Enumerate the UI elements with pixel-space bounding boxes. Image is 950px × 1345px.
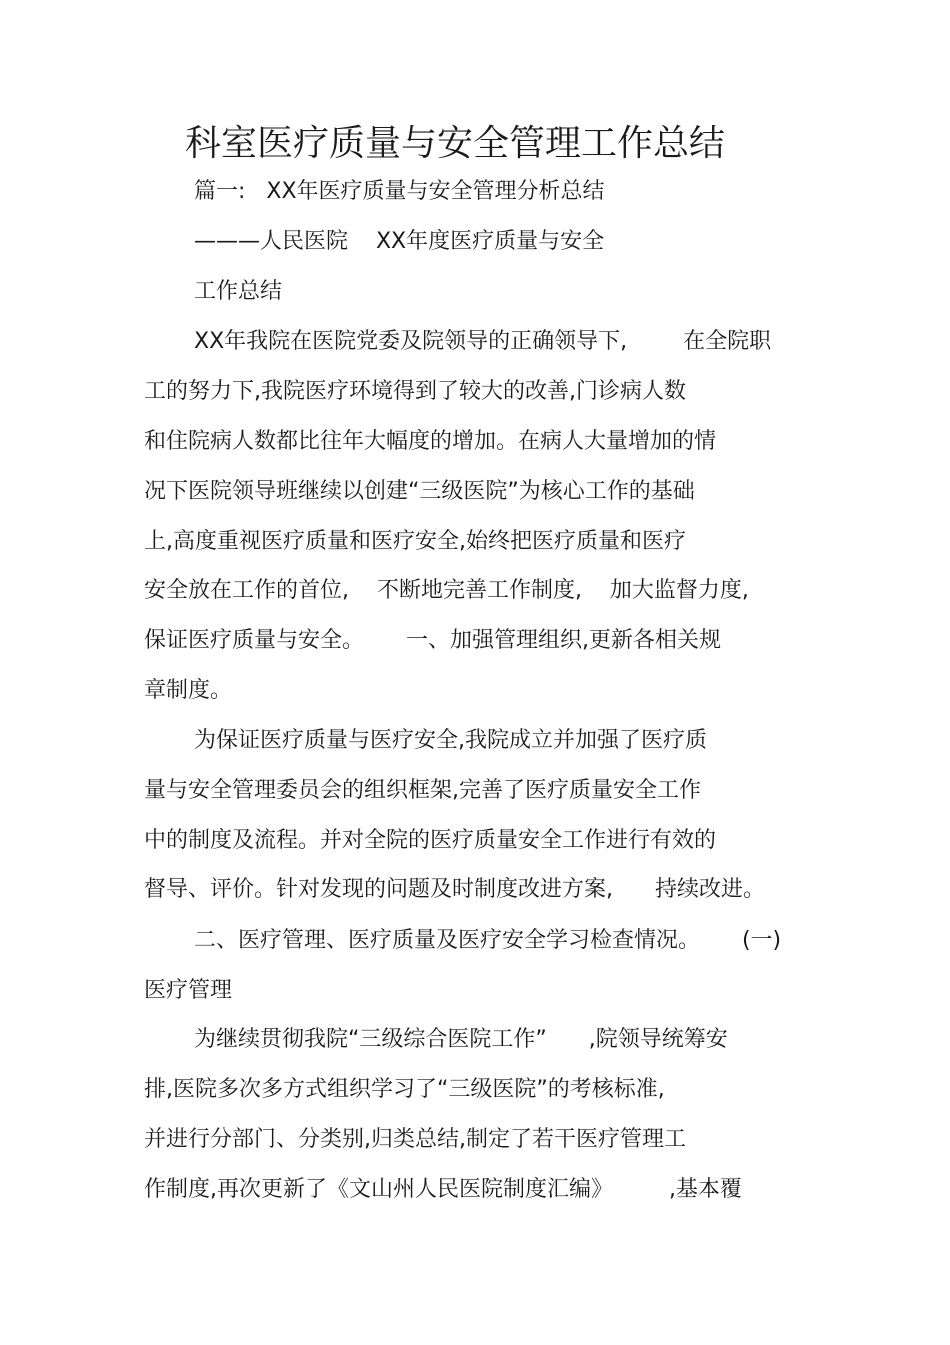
text-line: 排,医院多次多方式组织学习了“三级医院”的考核标准, xyxy=(144,1077,665,1102)
text-line: 保证医疗质量与安全。 一、加强管理组织,更新各相关规 xyxy=(144,628,721,653)
text-line: 工作总结 xyxy=(194,279,283,304)
text-line: 上,高度重视医疗质量和医疗安全,始终把医疗质量和医疗 xyxy=(144,529,686,554)
text-line: 量与安全管理委员会的组织框架,完善了医疗质量安全工作 xyxy=(144,778,701,803)
text-line: 作制度,再次更新了《文山州人民医院制度汇编》 ,基本覆 xyxy=(144,1177,742,1202)
text-line: 和住院病人数都比往年大幅度的增加。在病人大量增加的情 xyxy=(144,429,717,454)
text-line: 况下医院领导班继续以创建“三级医院”为核心工作的基础 xyxy=(144,479,695,504)
text-line: 二、医疗管理、医疗质量及医疗安全学习检查情况。 (一) xyxy=(194,928,782,953)
text-line: XX年我院在医院党委及院领导的正确领导下, 在全院职 xyxy=(194,329,772,354)
text-line: 安全放在工作的首位, 不断地完善工作制度, 加大监督力度, xyxy=(144,578,749,603)
text-line: 督导、评价。针对发现的问题及时制度改进方案, 持续改进。 xyxy=(144,877,765,902)
text-line: 为保证医疗质量与医疗安全,我院成立并加强了医疗质 xyxy=(194,728,707,753)
text-line: 工的努力下,我院医疗环境得到了较大的改善,门诊病人数 xyxy=(144,379,686,404)
text-line: 篇一: XX年医疗质量与安全管理分析总结 xyxy=(194,179,605,204)
text-line: 医疗管理 xyxy=(144,978,233,1003)
document-title: 科室医疗质量与安全管理工作总结 xyxy=(184,123,725,164)
text-line: 并进行分部门、分类别,归类总结,制定了若干医疗管理工 xyxy=(144,1127,686,1152)
text-line: ———人民医院 XX年度医疗质量与安全 xyxy=(194,229,605,254)
text-line: 中的制度及流程。并对全院的医疗质量安全工作进行有效的 xyxy=(144,828,717,853)
text-line: 章制度。 xyxy=(144,678,233,703)
text-line: 为继续贯彻我院“三级综合医院工作” ,院领导统筹安 xyxy=(194,1027,728,1052)
